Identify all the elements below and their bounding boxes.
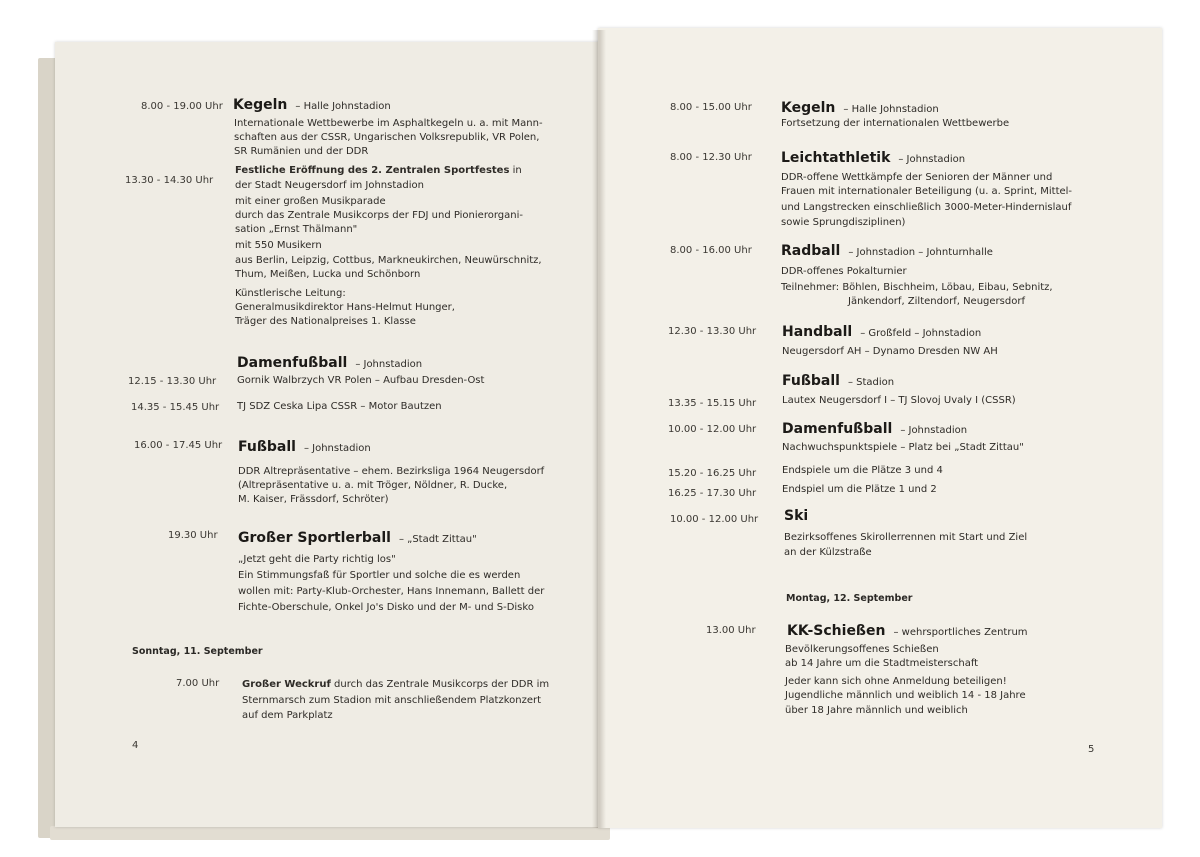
eroeffnung-line-6: aus Berlin, Leipzig, Cottbus, Markneukirchen, Neuwürschnitz,	[235, 255, 542, 266]
sportlerball-title: Großer Sportlerball	[238, 530, 391, 546]
r-damenfussball-subtitle: – Johnstadion	[900, 425, 968, 436]
r-kegeln-heading	[781, 97, 939, 116]
handball-title: Handball	[782, 324, 853, 340]
radball-line-2: Teilnehmer: Böhlen, Bischheim, Löbau, Eibau, Sebnitz,	[781, 282, 1053, 293]
kegeln-subtitle: – Halle Johnstadion	[295, 101, 391, 112]
fussball-line-3: M. Kaiser, Frässdorf, Schröter)	[238, 494, 389, 505]
sportlerball-line-3: wollen mit: Party-Klub-Orchester, Hans Innemann, Ballett der	[238, 586, 545, 597]
kegeln-heading	[233, 94, 391, 113]
eroeffnung-lead-rest: in	[512, 165, 522, 176]
ski-line-2: an der Külzstraße	[784, 547, 872, 558]
kegeln-time: 8.00 - 19.00 Uhr	[141, 101, 223, 112]
handball-subtitle: – Großfeld – Johnstadion	[860, 328, 982, 339]
leichtathletik-line-4: sowie Sprungdisziplinen)	[781, 217, 906, 228]
r-damenfussball-time: 10.00 - 12.00 Uhr	[668, 424, 757, 435]
leichtathletik-subtitle: – Johnstadion	[898, 154, 966, 165]
kk-line-3: Jeder kann sich ohne Anmeldung beteiligen!	[785, 676, 1007, 687]
weckruf-lead: Großer Weckruf	[242, 679, 331, 690]
kk-line-1: Bevölkerungsoffenes Schießen	[785, 644, 939, 655]
sportlerball-time: 19.30 Uhr	[168, 530, 218, 541]
eroeffnung-line-1: der Stadt Neugersdorf im Johnstadion	[235, 180, 424, 191]
eroeffnung-line-9: Generalmusikdirektor Hans-Helmut Hunger,	[235, 302, 455, 313]
leichtathletik-time: 8.00 - 12.30 Uhr	[670, 152, 752, 163]
weckruf-lead-line	[242, 679, 549, 690]
handball-line-1: Neugersdorf AH – Dynamo Dresden NW AH	[782, 346, 998, 357]
booklet-spine	[592, 30, 606, 828]
kk-time: 13.00 Uhr	[706, 625, 756, 636]
sportlerball-line-1: „Jetzt geht die Party richtig los"	[238, 554, 396, 565]
fussball-title: Fußball	[238, 439, 296, 455]
kk-title: KK-Schießen	[787, 623, 886, 639]
eroeffnung-line-2: mit einer großen Musikparade	[235, 196, 386, 207]
kegeln-line-3: SR Rumänien und der DDR	[234, 146, 369, 157]
fussball-time: 16.00 - 17.45 Uhr	[134, 440, 223, 451]
handball-time: 12.30 - 13.30 Uhr	[668, 326, 757, 337]
radball-line-1: DDR-offenes Pokalturnier	[781, 266, 907, 277]
damenfussball-subtitle: – Johnstadion	[355, 359, 423, 370]
r-fussball-subtitle: – Stadion	[847, 377, 895, 388]
eroeffnung-lead-line	[235, 165, 522, 176]
monday-heading: Montag, 12. September	[786, 593, 913, 604]
eroeffnung-line-7: Thum, Meißen, Lucka und Schönborn	[235, 269, 421, 280]
eroeffnung-line-4: sation „Ernst Thälmann"	[235, 224, 358, 235]
kk-line-5: über 18 Jahre männlich und weiblich	[785, 705, 968, 716]
ski-title: Ski	[784, 508, 809, 524]
damen-match-2-time: 14.35 - 15.45 Uhr	[131, 402, 220, 413]
kk-subtitle: – wehrsportliches Zentrum	[893, 627, 1028, 638]
kegeln-line-1: Internationale Wettbewerbe im Asphaltkegeln u. a. mit Mann-	[234, 118, 543, 129]
fussball-heading	[238, 436, 371, 455]
r-damen-match-2: Endspiele um die Plätze 3 und 4	[782, 465, 943, 476]
radball-title: Radball	[781, 243, 841, 259]
damen-match-1: Gornik Walbrzych VR Polen – Aufbau Dresden-Ost	[237, 375, 485, 386]
fussball-line-2: (Altrepräsentative u. a. mit Tröger, Nöldner, R. Ducke,	[238, 480, 508, 491]
kk-heading	[787, 620, 1028, 639]
r-fussball-time: 13.35 - 15.15 Uhr	[668, 398, 757, 409]
page-edge-bottom	[50, 826, 610, 840]
page-number-right: 5	[1088, 744, 1095, 755]
ski-line-1: Bezirksoffenes Skirollerrennen mit Start und Ziel	[784, 532, 1028, 543]
eroeffnung-lead: Festliche Eröffnung des 2. Zentralen Sportfestes	[235, 165, 510, 176]
r-fussball-line-1: Lautex Neugersdorf I – TJ Slovoj Uvaly I (CSSR)	[782, 395, 1016, 406]
page-number-left: 4	[132, 740, 139, 751]
fussball-subtitle: – Johnstadion	[303, 443, 371, 454]
r-fussball-title: Fußball	[782, 373, 840, 389]
damenfussball-title: Damenfußball	[237, 355, 348, 371]
weckruf-lead-rest: durch das Zentrale Musikcorps der DDR im	[334, 679, 550, 690]
leichtathletik-line-2: Frauen mit internationaler Beteiligung (u. a. Sprint, Mittel-	[781, 186, 1073, 197]
kegeln-line-2: schaften aus der CSSR, Ungarischen Volksrepublik, VR Polen,	[234, 132, 540, 143]
right-page	[598, 28, 1162, 828]
sunday-heading: Sonntag, 11. September	[132, 646, 263, 657]
damen-match-1-time: 12.15 - 13.30 Uhr	[128, 376, 217, 387]
r-kegeln-time: 8.00 - 15.00 Uhr	[670, 102, 752, 113]
leichtathletik-title: Leichtathletik	[781, 150, 891, 166]
sportlerball-line-4: Fichte-Oberschule, Onkel Jo's Disko und der M- und S-Disko	[238, 602, 534, 613]
radball-line-3: Jänkendorf, Ziltendorf, Neugersdorf	[848, 296, 1025, 307]
radball-heading	[781, 240, 993, 259]
r-damenfussball-title: Damenfußball	[782, 421, 893, 437]
kegeln-title: Kegeln	[233, 97, 288, 113]
r-damen-match-3-time: 16.25 - 17.30 Uhr	[668, 488, 757, 499]
eroeffnung-line-10: Träger des Nationalpreises 1. Klasse	[235, 316, 416, 327]
r-kegeln-title: Kegeln	[781, 100, 836, 116]
ski-time: 10.00 - 12.00 Uhr	[670, 514, 759, 525]
eroeffnung-line-5: mit 550 Musikern	[235, 240, 322, 251]
damen-match-2: TJ SDZ Ceska Lipa CSSR – Motor Bautzen	[237, 401, 442, 412]
fussball-line-1: DDR Altrepräsentative – ehem. Bezirksliga 1964 Neugersdorf	[238, 466, 545, 477]
weckruf-line-1: Sternmarsch zum Stadion mit anschließendem Platzkonzert	[242, 695, 542, 706]
leichtathletik-line-1: DDR-offene Wettkämpfe der Senioren der Männer und	[781, 172, 1053, 183]
r-kegeln-subtitle: – Halle Johnstadion	[843, 104, 939, 115]
eroeffnung-line-3: durch das Zentrale Musikcorps der FDJ und Pionierorgani-	[235, 210, 523, 221]
left-page	[55, 42, 600, 827]
r-damen-match-2-time: 15.20 - 16.25 Uhr	[668, 468, 757, 479]
leichtathletik-line-3: und Langstrecken einschließlich 3000-Meter-Hindernislauf	[781, 202, 1072, 213]
weckruf-time: 7.00 Uhr	[176, 678, 220, 689]
weckruf-line-2: auf dem Parkplatz	[242, 710, 333, 721]
sportlerball-heading	[238, 527, 477, 546]
r-damen-match-3: Endspiel um die Plätze 1 und 2	[782, 484, 937, 495]
eroeffnung-time: 13.30 - 14.30 Uhr	[125, 175, 214, 186]
kk-line-2: ab 14 Jahre um die Stadtmeisterschaft	[785, 658, 979, 669]
radball-subtitle: – Johnstadion – Johnturnhalle	[848, 247, 993, 258]
sportlerball-line-2: Ein Stimmungsfaß für Sportler und solche die es werden	[238, 570, 521, 581]
eroeffnung-line-8: Künstlerische Leitung:	[235, 288, 346, 299]
leichtathletik-heading	[781, 147, 965, 166]
radball-time: 8.00 - 16.00 Uhr	[670, 245, 752, 256]
sportlerball-subtitle: – „Stadt Zittau"	[398, 534, 477, 545]
r-damenfussball-heading	[782, 418, 967, 437]
r-damen-match-1: Nachwuchspunktspiele – Platz bei „Stadt Zittau"	[782, 442, 1024, 453]
handball-heading	[782, 321, 981, 340]
r-kegeln-line-1: Fortsetzung der internationalen Wettbewerbe	[781, 118, 1010, 129]
damenfussball-heading	[237, 352, 422, 371]
kk-line-4: Jugendliche männlich und weiblich 14 - 18 Jahre	[785, 690, 1026, 701]
r-fussball-heading	[782, 370, 894, 389]
